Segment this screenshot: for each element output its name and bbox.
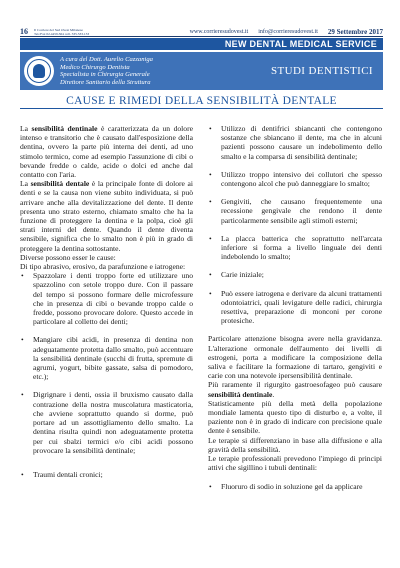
list-item: • Digrignare i denti, ossia il bruxismo causato dalla contrazione della nostra muscolatura masticatoria, che avviene soprattutto quando si dorme, può portare ad un assottigliamento dello smalto. La dentina risulta quindi non adeguatamente protetta per cui sbalzi termici e/o cibi acidi possono provocare la sensibilità dentinale;	[20, 390, 193, 454]
paragraph: Più raramente il rigurgito gastroesofageo può causare sensibilità dentinale.	[208, 380, 382, 399]
paragraph: Particolare attenzione bisogna avere nella gravidanza. L'alterazione ormonale dell'aumento dei livelli di estrogeni, porta a modificare la composizione della saliva e facilitare la formazione di tartaro, gengiviti e carie con una notevole ipersensibilità dentinale.	[208, 334, 382, 381]
list-item: • Utilizzo di dentifrici sbiancanti che contengono sostanze che sbiancano il dente, ma che in alcuni pazienti possono causare un indebolimento dello smalto e la comparsa di sensibilità dentinale;	[208, 124, 382, 161]
paragraph: Le terapie professionali prevedono l'impiego di principi attivi che sigillino i tubuli dentinali:	[208, 454, 382, 473]
list-item: • Carie iniziale;	[208, 270, 382, 279]
credit-line-specialty: Specialista in Chirurgia Generale	[60, 71, 150, 79]
paragraph: Le terapie si differenziano in base alla diffusione e alla gravità della sensibilità.	[208, 435, 382, 454]
list-item: • La placca batterica che soprattutto nell'arcata inferiore si forma a livello linguale dei denti indebolendo lo smalto;	[208, 234, 382, 262]
list-item: • Gengiviti, che causano frequentemente una recessione gengivale che rendono il dente particolarmente sensibile agli stimoli esterni;	[208, 197, 382, 225]
list-item: • Mangiare cibi acidi, in presenza di dentina non adeguatamente protetta dallo smalto, può accentuare la sensibilità dentinale (succhi di frutta, spremute di agrumi, yogurt, bibite gassate, salsa di pomodoro, etc.);	[20, 335, 193, 381]
issue-date: 29 Settembre 2017	[327, 27, 383, 36]
paragraph: Diverse possono esser le cause:	[20, 252, 116, 262]
credit-line-role: Medico Chirurgo Dentista	[60, 63, 130, 71]
brand-bar	[20, 38, 383, 50]
brand-title: NEW DENTAL MEDICAL SERVICE	[224, 39, 377, 49]
author-credits	[60, 56, 153, 86]
top-info-bar	[20, 27, 383, 37]
website-link[interactable]: www.corrieresudovest.it	[189, 28, 249, 35]
causes-list-left	[20, 271, 193, 479]
article-column-right	[208, 124, 382, 491]
credit-line-director: Direttore Sanitario della Struttura	[60, 78, 151, 86]
causes-list-right	[208, 124, 382, 325]
therapy-list	[208, 482, 382, 491]
paragraph: La sensibilità dentinale è caratterizzata da un dolore intenso e transitorio che è causato dall'esposizione della dentina, ovvero la parte più interna dei denti, ad uno stimolo termico, come ad esempio l'assunzione di cibi o bevande fredde o calde, acide o dolci ed anche dal contatto con l'aria.	[20, 124, 193, 180]
email-link[interactable]: info@corrieresudovest.it	[258, 28, 318, 35]
clinic-logo	[24, 56, 54, 86]
list-item: • Può essere iatrogena e derivare da alcuni trattamenti odontoiatrici, quali levigature delle radici, chirurgia resettiva, preparazione di monconi per corone protesiche.	[208, 289, 382, 326]
credit-line-author: A cura del Dott. Aurelio Cazzaniga	[60, 56, 153, 63]
page-number: 16	[20, 27, 28, 36]
list-item: • Spazzolare i denti troppo forte ed utilizzare uno spazzolino con setole troppo dure. Con il passare del tempo si possono formare delle microfessure che in presenza di cibi o bevande troppo calde o fredde, possono provocare dolore. Questo accede in particolare al colletto dei denti;	[20, 271, 193, 326]
column-header	[20, 52, 383, 90]
tooth-icon	[33, 64, 45, 78]
list-item: • Traumi dentali cronici;	[20, 470, 193, 479]
article-column-left	[20, 124, 193, 479]
paragraph: Statisticamente più della metà della popolazione mondiale lamenta questo tipo di disturbo e, a volte, il paziente non è in grado di indicare con precisione quale dente è sensibile.	[208, 398, 382, 436]
publisher-info: Il Corriere del Sud Ovest Milanese Tel./Fax 02.4459.364 cell. 335.533.133	[34, 27, 90, 36]
paragraph: Di tipo abrasivo, erosivo, da parafunzione e iatrogene:	[20, 262, 186, 272]
paragraph: La sensibilità dentale è la principale fonte di dolore ai denti e se la causa non viene subito individuata, si può arrivare anche alla devitalizzazione del dente. Il dente presenta uno strato esterno, chiamato smalto che ha la funzione di proteggere la dentina e la polpa, cioè gli strati interni del dente. Quando il dente diventa sensibile, significa che lo smalto non è più in grado di proteggere la dentina sottostante.	[20, 179, 193, 253]
article-title: CAUSE E RIMEDI DELLA SENSIBILITÀ DENTALE	[20, 95, 383, 109]
list-item: • Utilizzo troppo intensivo dei collutori che spesso contengono alcol che può danneggiare lo smalto;	[208, 170, 382, 188]
section-title: STUDI DENTISTICI	[270, 65, 373, 77]
list-item: • Fluoruro di sodio in soluzione gel da applicare	[208, 482, 382, 491]
